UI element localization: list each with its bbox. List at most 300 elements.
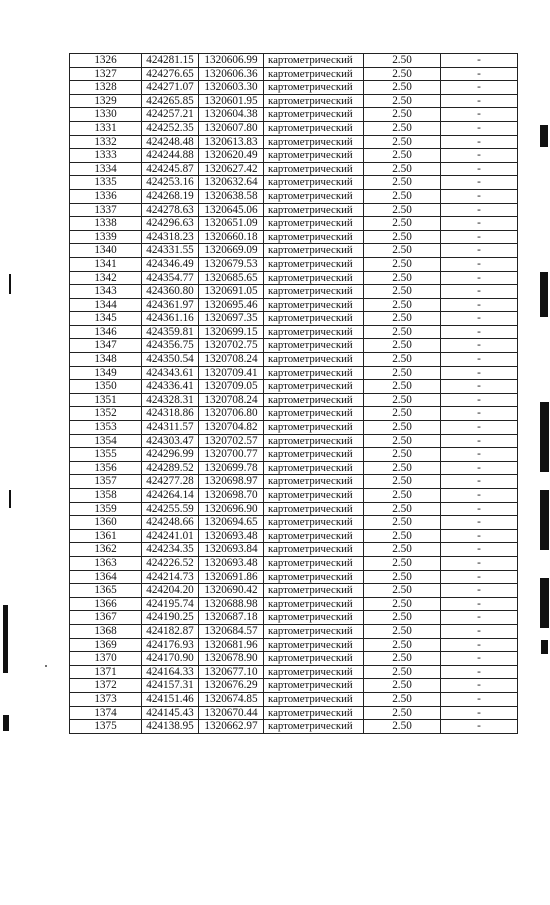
y-coordinate-cell: 1320704.82 [199, 421, 264, 435]
method-cell: картометрический [264, 366, 364, 380]
x-coordinate-cell: 424303.47 [142, 434, 199, 448]
accuracy-cell: 2.50 [364, 339, 441, 353]
table-row [70, 285, 518, 299]
accuracy-cell: 2.50 [364, 393, 441, 407]
accuracy-cell: 2.50 [364, 312, 441, 326]
accuracy-cell: 2.50 [364, 271, 441, 285]
table-row [70, 611, 518, 625]
method-cell: картометрический [264, 135, 364, 149]
method-cell: картометрический [264, 584, 364, 598]
point-number-cell: 1337 [70, 203, 142, 217]
x-coordinate-cell: 424255.59 [142, 502, 199, 516]
point-number-cell: 1364 [70, 570, 142, 584]
x-coordinate-cell: 424296.99 [142, 448, 199, 462]
x-coordinate-cell: 424328.31 [142, 393, 199, 407]
table-row [70, 706, 518, 720]
y-coordinate-cell: 1320699.78 [199, 461, 264, 475]
accuracy-cell: 2.50 [364, 475, 441, 489]
y-coordinate-cell: 1320694.65 [199, 516, 264, 530]
scan-mark [540, 272, 548, 317]
accuracy-cell: 2.50 [364, 203, 441, 217]
method-cell: картометрический [264, 407, 364, 421]
description-cell: - [441, 720, 518, 734]
table-row [70, 529, 518, 543]
description-cell: - [441, 135, 518, 149]
accuracy-cell: 2.50 [364, 720, 441, 734]
description-cell: - [441, 203, 518, 217]
table-row [70, 230, 518, 244]
y-coordinate-cell: 1320696.90 [199, 502, 264, 516]
method-cell: картометрический [264, 489, 364, 503]
x-coordinate-cell: 424361.97 [142, 298, 199, 312]
point-number-cell: 1374 [70, 706, 142, 720]
x-coordinate-cell: 424252.35 [142, 121, 199, 135]
y-coordinate-cell: 1320613.83 [199, 135, 264, 149]
point-number-cell: 1369 [70, 638, 142, 652]
accuracy-cell: 2.50 [364, 706, 441, 720]
method-cell: картометрический [264, 502, 364, 516]
x-coordinate-cell: 424195.74 [142, 597, 199, 611]
y-coordinate-cell: 1320709.05 [199, 380, 264, 394]
point-number-cell: 1335 [70, 176, 142, 190]
y-coordinate-cell: 1320697.35 [199, 312, 264, 326]
accuracy-cell: 2.50 [364, 135, 441, 149]
accuracy-cell: 2.50 [364, 230, 441, 244]
method-cell: картометрический [264, 54, 364, 68]
method-cell: картометрический [264, 285, 364, 299]
accuracy-cell: 2.50 [364, 448, 441, 462]
description-cell: - [441, 597, 518, 611]
x-coordinate-cell: 424164.33 [142, 665, 199, 679]
method-cell: картометрический [264, 94, 364, 108]
point-number-cell: 1370 [70, 652, 142, 666]
x-coordinate-cell: 424157.31 [142, 679, 199, 693]
method-cell: картометрический [264, 638, 364, 652]
x-coordinate-cell: 424241.01 [142, 529, 199, 543]
table-row [70, 652, 518, 666]
point-number-cell: 1363 [70, 556, 142, 570]
description-cell: - [441, 366, 518, 380]
y-coordinate-cell: 1320693.48 [199, 556, 264, 570]
y-coordinate-cell: 1320690.42 [199, 584, 264, 598]
table-row [70, 149, 518, 163]
accuracy-cell: 2.50 [364, 366, 441, 380]
description-cell: - [441, 108, 518, 122]
method-cell: картометрический [264, 271, 364, 285]
method-cell: картометрический [264, 720, 364, 734]
point-number-cell: 1341 [70, 257, 142, 271]
y-coordinate-cell: 1320670.44 [199, 706, 264, 720]
point-number-cell: 1368 [70, 624, 142, 638]
point-number-cell: 1332 [70, 135, 142, 149]
y-coordinate-cell: 1320632.64 [199, 176, 264, 190]
scan-mark [540, 578, 549, 628]
point-number-cell: 1357 [70, 475, 142, 489]
x-coordinate-cell: 424350.54 [142, 353, 199, 367]
description-cell: - [441, 461, 518, 475]
point-number-cell: 1336 [70, 189, 142, 203]
table-row [70, 244, 518, 258]
point-number-cell: 1353 [70, 421, 142, 435]
accuracy-cell: 2.50 [364, 67, 441, 81]
y-coordinate-cell: 1320699.15 [199, 325, 264, 339]
y-coordinate-cell: 1320681.96 [199, 638, 264, 652]
point-number-cell: 1327 [70, 67, 142, 81]
scan-mark [541, 640, 548, 654]
x-coordinate-cell: 424264.14 [142, 489, 199, 503]
method-cell: картометрический [264, 162, 364, 176]
description-cell: - [441, 285, 518, 299]
y-coordinate-cell: 1320678.90 [199, 652, 264, 666]
y-coordinate-cell: 1320698.70 [199, 489, 264, 503]
y-coordinate-cell: 1320687.18 [199, 611, 264, 625]
x-coordinate-cell: 424296.63 [142, 217, 199, 231]
x-coordinate-cell: 424289.52 [142, 461, 199, 475]
point-number-cell: 1367 [70, 611, 142, 625]
point-number-cell: 1354 [70, 434, 142, 448]
description-cell: - [441, 81, 518, 95]
description-cell: - [441, 149, 518, 163]
table-row [70, 448, 518, 462]
table-row [70, 556, 518, 570]
y-coordinate-cell: 1320688.98 [199, 597, 264, 611]
method-cell: картометрический [264, 529, 364, 543]
description-cell: - [441, 298, 518, 312]
accuracy-cell: 2.50 [364, 556, 441, 570]
y-coordinate-cell: 1320702.57 [199, 434, 264, 448]
x-coordinate-cell: 424278.63 [142, 203, 199, 217]
accuracy-cell: 2.50 [364, 217, 441, 231]
x-coordinate-cell: 424281.15 [142, 54, 199, 68]
description-cell: - [441, 679, 518, 693]
description-cell: - [441, 339, 518, 353]
method-cell: картометрический [264, 692, 364, 706]
point-number-cell: 1346 [70, 325, 142, 339]
accuracy-cell: 2.50 [364, 121, 441, 135]
method-cell: картометрический [264, 448, 364, 462]
x-coordinate-cell: 424244.88 [142, 149, 199, 163]
table-row [70, 271, 518, 285]
y-coordinate-cell: 1320627.42 [199, 162, 264, 176]
method-cell: картометрический [264, 556, 364, 570]
table-row [70, 325, 518, 339]
accuracy-cell: 2.50 [364, 611, 441, 625]
method-cell: картометрический [264, 543, 364, 557]
y-coordinate-cell: 1320660.18 [199, 230, 264, 244]
x-coordinate-cell: 424336.41 [142, 380, 199, 394]
accuracy-cell: 2.50 [364, 285, 441, 299]
table-row [70, 475, 518, 489]
scan-mark [540, 125, 548, 147]
x-coordinate-cell: 424245.87 [142, 162, 199, 176]
accuracy-cell: 2.50 [364, 543, 441, 557]
method-cell: картометрический [264, 203, 364, 217]
description-cell: - [441, 54, 518, 68]
accuracy-cell: 2.50 [364, 298, 441, 312]
scan-dot [45, 665, 47, 667]
x-coordinate-cell: 424253.16 [142, 176, 199, 190]
method-cell: картометрический [264, 652, 364, 666]
table-row [70, 67, 518, 81]
table-body [70, 54, 518, 734]
point-number-cell: 1328 [70, 81, 142, 95]
point-number-cell: 1349 [70, 366, 142, 380]
point-number-cell: 1375 [70, 720, 142, 734]
table-row [70, 135, 518, 149]
x-coordinate-cell: 424182.87 [142, 624, 199, 638]
table-row [70, 584, 518, 598]
x-coordinate-cell: 424343.61 [142, 366, 199, 380]
y-coordinate-cell: 1320695.46 [199, 298, 264, 312]
point-number-cell: 1365 [70, 584, 142, 598]
y-coordinate-cell: 1320691.86 [199, 570, 264, 584]
point-number-cell: 1361 [70, 529, 142, 543]
x-coordinate-cell: 424257.21 [142, 108, 199, 122]
x-coordinate-cell: 424331.55 [142, 244, 199, 258]
table-row [70, 257, 518, 271]
method-cell: картометрический [264, 217, 364, 231]
y-coordinate-cell: 1320604.38 [199, 108, 264, 122]
table-row [70, 353, 518, 367]
point-number-cell: 1356 [70, 461, 142, 475]
y-coordinate-cell: 1320685.65 [199, 271, 264, 285]
x-coordinate-cell: 424360.80 [142, 285, 199, 299]
method-cell: картометрический [264, 325, 364, 339]
accuracy-cell: 2.50 [364, 461, 441, 475]
point-number-cell: 1347 [70, 339, 142, 353]
table-row [70, 638, 518, 652]
accuracy-cell: 2.50 [364, 434, 441, 448]
table-row [70, 217, 518, 231]
point-number-cell: 1355 [70, 448, 142, 462]
y-coordinate-cell: 1320700.77 [199, 448, 264, 462]
point-number-cell: 1345 [70, 312, 142, 326]
accuracy-cell: 2.50 [364, 489, 441, 503]
method-cell: картометрический [264, 67, 364, 81]
table-row [70, 434, 518, 448]
accuracy-cell: 2.50 [364, 380, 441, 394]
point-number-cell: 1359 [70, 502, 142, 516]
table-row [70, 421, 518, 435]
accuracy-cell: 2.50 [364, 162, 441, 176]
y-coordinate-cell: 1320676.29 [199, 679, 264, 693]
y-coordinate-cell: 1320709.41 [199, 366, 264, 380]
x-coordinate-cell: 424276.65 [142, 67, 199, 81]
scan-mark [9, 490, 11, 508]
description-cell: - [441, 489, 518, 503]
description-cell: - [441, 570, 518, 584]
description-cell: - [441, 475, 518, 489]
x-coordinate-cell: 424248.66 [142, 516, 199, 530]
description-cell: - [441, 189, 518, 203]
method-cell: картометрический [264, 298, 364, 312]
method-cell: картометрический [264, 230, 364, 244]
y-coordinate-cell: 1320702.75 [199, 339, 264, 353]
y-coordinate-cell: 1320603.30 [199, 81, 264, 95]
description-cell: - [441, 407, 518, 421]
scan-mark [540, 402, 549, 472]
method-cell: картометрический [264, 353, 364, 367]
point-number-cell: 1329 [70, 94, 142, 108]
x-coordinate-cell: 424170.90 [142, 652, 199, 666]
table-row [70, 489, 518, 503]
x-coordinate-cell: 424265.85 [142, 94, 199, 108]
description-cell: - [441, 121, 518, 135]
description-cell: - [441, 638, 518, 652]
method-cell: картометрический [264, 475, 364, 489]
x-coordinate-cell: 424226.52 [142, 556, 199, 570]
x-coordinate-cell: 424138.95 [142, 720, 199, 734]
y-coordinate-cell: 1320708.24 [199, 353, 264, 367]
table-row [70, 597, 518, 611]
y-coordinate-cell: 1320601.95 [199, 94, 264, 108]
y-coordinate-cell: 1320645.06 [199, 203, 264, 217]
scan-mark [3, 715, 9, 731]
method-cell: картометрический [264, 393, 364, 407]
point-number-cell: 1334 [70, 162, 142, 176]
point-number-cell: 1326 [70, 54, 142, 68]
point-number-cell: 1344 [70, 298, 142, 312]
method-cell: картометрический [264, 679, 364, 693]
y-coordinate-cell: 1320677.10 [199, 665, 264, 679]
description-cell: - [441, 448, 518, 462]
method-cell: картометрический [264, 611, 364, 625]
x-coordinate-cell: 424204.20 [142, 584, 199, 598]
method-cell: картометрический [264, 706, 364, 720]
point-number-cell: 1338 [70, 217, 142, 231]
accuracy-cell: 2.50 [364, 529, 441, 543]
y-coordinate-cell: 1320606.99 [199, 54, 264, 68]
table-row [70, 298, 518, 312]
method-cell: картометрический [264, 339, 364, 353]
method-cell: картометрический [264, 380, 364, 394]
y-coordinate-cell: 1320708.24 [199, 393, 264, 407]
description-cell: - [441, 67, 518, 81]
x-coordinate-cell: 424234.35 [142, 543, 199, 557]
y-coordinate-cell: 1320638.58 [199, 189, 264, 203]
table-row [70, 461, 518, 475]
description-cell: - [441, 434, 518, 448]
method-cell: картометрический [264, 312, 364, 326]
x-coordinate-cell: 424359.81 [142, 325, 199, 339]
accuracy-cell: 2.50 [364, 244, 441, 258]
description-cell: - [441, 516, 518, 530]
x-coordinate-cell: 424277.28 [142, 475, 199, 489]
table-row [70, 312, 518, 326]
point-number-cell: 1362 [70, 543, 142, 557]
description-cell: - [441, 556, 518, 570]
x-coordinate-cell: 424318.23 [142, 230, 199, 244]
table-row [70, 189, 518, 203]
description-cell: - [441, 706, 518, 720]
point-number-cell: 1331 [70, 121, 142, 135]
accuracy-cell: 2.50 [364, 54, 441, 68]
description-cell: - [441, 353, 518, 367]
table-row [70, 380, 518, 394]
accuracy-cell: 2.50 [364, 176, 441, 190]
table-row [70, 339, 518, 353]
description-cell: - [441, 230, 518, 244]
point-number-cell: 1371 [70, 665, 142, 679]
y-coordinate-cell: 1320684.57 [199, 624, 264, 638]
table-row [70, 624, 518, 638]
point-number-cell: 1348 [70, 353, 142, 367]
description-cell: - [441, 312, 518, 326]
method-cell: картометрический [264, 121, 364, 135]
description-cell: - [441, 217, 518, 231]
accuracy-cell: 2.50 [364, 94, 441, 108]
method-cell: картометрический [264, 149, 364, 163]
table-row [70, 366, 518, 380]
description-cell: - [441, 665, 518, 679]
method-cell: картометрический [264, 570, 364, 584]
accuracy-cell: 2.50 [364, 652, 441, 666]
table-row [70, 162, 518, 176]
y-coordinate-cell: 1320607.80 [199, 121, 264, 135]
table-row [70, 108, 518, 122]
x-coordinate-cell: 424354.77 [142, 271, 199, 285]
y-coordinate-cell: 1320651.09 [199, 217, 264, 231]
table-row [70, 407, 518, 421]
method-cell: картометрический [264, 516, 364, 530]
table-row [70, 176, 518, 190]
description-cell: - [441, 94, 518, 108]
point-number-cell: 1340 [70, 244, 142, 258]
method-cell: картометрический [264, 434, 364, 448]
y-coordinate-cell: 1320674.85 [199, 692, 264, 706]
x-coordinate-cell: 424176.93 [142, 638, 199, 652]
accuracy-cell: 2.50 [364, 679, 441, 693]
point-number-cell: 1333 [70, 149, 142, 163]
description-cell: - [441, 271, 518, 285]
accuracy-cell: 2.50 [364, 692, 441, 706]
accuracy-cell: 2.50 [364, 638, 441, 652]
y-coordinate-cell: 1320693.84 [199, 543, 264, 557]
table-row [70, 720, 518, 734]
table-row [70, 502, 518, 516]
description-cell: - [441, 624, 518, 638]
description-cell: - [441, 529, 518, 543]
accuracy-cell: 2.50 [364, 149, 441, 163]
description-cell: - [441, 611, 518, 625]
table-row [70, 543, 518, 557]
x-coordinate-cell: 424311.57 [142, 421, 199, 435]
description-cell: - [441, 257, 518, 271]
y-coordinate-cell: 1320679.53 [199, 257, 264, 271]
accuracy-cell: 2.50 [364, 407, 441, 421]
coordinates-table [69, 53, 518, 734]
y-coordinate-cell: 1320669.09 [199, 244, 264, 258]
description-cell: - [441, 421, 518, 435]
accuracy-cell: 2.50 [364, 516, 441, 530]
table-row [70, 570, 518, 584]
x-coordinate-cell: 424214.73 [142, 570, 199, 584]
accuracy-cell: 2.50 [364, 570, 441, 584]
table-row [70, 94, 518, 108]
table-row [70, 203, 518, 217]
accuracy-cell: 2.50 [364, 584, 441, 598]
point-number-cell: 1351 [70, 393, 142, 407]
point-number-cell: 1360 [70, 516, 142, 530]
point-number-cell: 1366 [70, 597, 142, 611]
point-number-cell: 1358 [70, 489, 142, 503]
description-cell: - [441, 176, 518, 190]
x-coordinate-cell: 424271.07 [142, 81, 199, 95]
description-cell: - [441, 652, 518, 666]
method-cell: картометрический [264, 421, 364, 435]
accuracy-cell: 2.50 [364, 597, 441, 611]
point-number-cell: 1372 [70, 679, 142, 693]
